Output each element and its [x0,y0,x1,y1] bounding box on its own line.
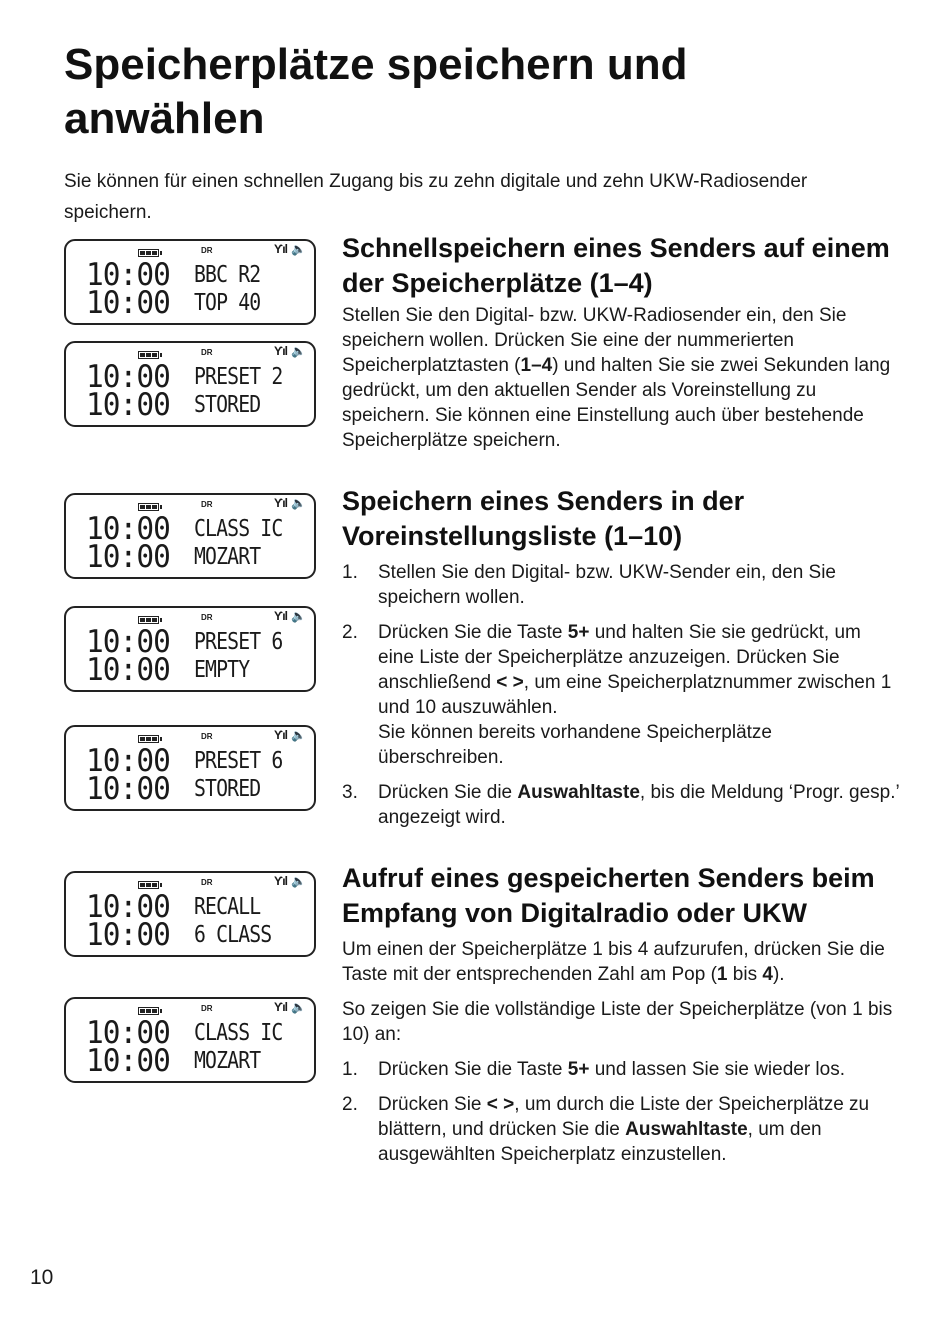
lcd-line-2: EMPTY [194,657,250,683]
dr-indicator: DR [201,500,213,509]
section-body: Stellen Sie den Digital- bzw. UKW-Radiosender ein, den Sie speichern wollen. Drücken Sie eine der nummerierten Speicherplatztasten (1–4) und halten Sie sie zwei Sekunden lang gedrückt, um den aktuellen Sender als Voreinstellung zu speichern. Sie können eine Einstellung auch über bestehende Speicherplätze speichern. [342,305,891,451]
speaker-icon: 🔈 [291,609,306,623]
page-title: Speicherplätze speichern und anwählen [64,40,688,143]
lcd-time: 10:00 10:00 [86,624,170,688]
lcd-line-2: MOZART [194,544,261,570]
lcd-line-2: TOP 40 [194,290,261,316]
signal-icon: Ƴıl [274,344,287,358]
lcd-line-1: PRESET 6 [194,748,283,774]
battery-icon [138,735,159,743]
steps-list [342,1057,902,1167]
signal-icon: Ƴıl [274,242,287,256]
lcd-display-1 [64,239,316,325]
intro-text: Sie können für einen schnellen Zugang bis zu zehn digitale und zehn UKW-Radiosender speichern. [64,171,808,223]
section-heading: Aufruf eines gespeicherten Senders beim Empfang von Digitalradio oder UKW [342,863,875,928]
signal-icon: Ƴıl [274,609,287,623]
lcd-line-1: RECALL [194,894,261,920]
lcd-line-2: MOZART [194,1048,261,1074]
speaker-icon: 🔈 [291,496,306,510]
speaker-icon: 🔈 [291,874,306,888]
lcd-line-1: PRESET 2 [194,364,283,390]
lcd-line-1: CLASS IC [194,516,283,542]
signal-icon: Ƴıl [274,1000,287,1014]
list-item: 2. Drücken Sie < >, um durch die Liste der Speicherplätze zu blättern, und drücken Sie die Auswahltaste, um den ausgewählten Speicherplatz einzustellen. [342,1094,870,1165]
lcd-time: 10:00 10:00 [86,359,170,423]
dr-indicator: DR [201,246,213,255]
speaker-icon: 🔈 [291,1000,306,1014]
dr-indicator: DR [201,732,213,741]
battery-icon [138,1007,159,1015]
lcd-time: 10:00 10:00 [86,257,170,321]
section-heading: Schnellspeichern eines Senders auf einem der Speicherplätze (1–4) [342,233,890,298]
lcd-line-2: STORED [194,392,261,418]
section-quick-save [342,231,902,461]
lcd-display-4 [64,606,316,692]
lcd-display-7 [64,997,316,1083]
list-item: 1. Drücken Sie die Taste 5+ und lassen Sie sie wieder los. [342,1059,846,1080]
dr-indicator: DR [201,878,213,887]
lcd-time: 10:00 10:00 [86,511,170,575]
steps-list [342,560,902,830]
signal-icon: Ƴıl [274,496,287,510]
section-recall [342,861,902,1177]
section-heading: Speichern eines Senders in der Voreinstellungsliste (1–10) [342,486,745,551]
lcd-time: 10:00 10:00 [86,743,170,807]
section-body: Um einen der Speicherplätze 1 bis 4 aufzurufen, drücken Sie die Taste mit der entsprechenden Zahl am Pop (1 bis 4). [342,939,885,985]
lcd-line-1: PRESET 6 [194,629,283,655]
signal-icon: Ƴıl [274,874,287,888]
battery-icon [138,503,159,511]
dr-indicator: DR [201,348,213,357]
battery-icon [138,881,159,889]
dr-indicator: DR [201,1004,213,1013]
section-preset-list [342,484,902,840]
lcd-line-2: 6 CLASS [194,922,272,948]
lcd-line-2: STORED [194,776,261,802]
signal-icon: Ƴıl [274,728,287,742]
speaker-icon: 🔈 [291,728,306,742]
section-body: So zeigen Sie die vollständige Liste der Speicherplätze (von 1 bis 10) an: [342,999,893,1045]
dr-indicator: DR [201,613,213,622]
lcd-display-6 [64,871,316,957]
list-item: 3. Drücken Sie die Auswahltaste, bis die Meldung ‘Progr. gesp.’ angezeigt wird. [342,782,899,828]
list-item: 2. Drücken Sie die Taste 5+ und halten Sie sie gedrückt, um eine Liste der Speicherplätze anzuzeigen. Drücken Sie anschließend < >, um eine Speicherplatznummer zwischen 1 und 10 auszuwählen. Sie können bereits vorhandene Speicherplätze überschreiben. [342,622,892,768]
battery-icon [138,249,159,257]
speaker-icon: 🔈 [291,344,306,358]
lcd-line-1: CLASS IC [194,1020,283,1046]
lcd-display-3 [64,493,316,579]
lcd-time: 10:00 10:00 [86,889,170,953]
list-item: 1. Stellen Sie den Digital- bzw. UKW-Sender ein, den Sie speichern wollen. [342,562,837,608]
lcd-line-1: BBC R2 [194,262,261,288]
lcd-display-5 [64,725,316,811]
speaker-icon: 🔈 [291,242,306,256]
battery-icon [138,616,159,624]
battery-icon [138,351,159,359]
page-number: 10 [30,1266,54,1289]
lcd-display-2 [64,341,316,427]
lcd-time: 10:00 10:00 [86,1015,170,1079]
